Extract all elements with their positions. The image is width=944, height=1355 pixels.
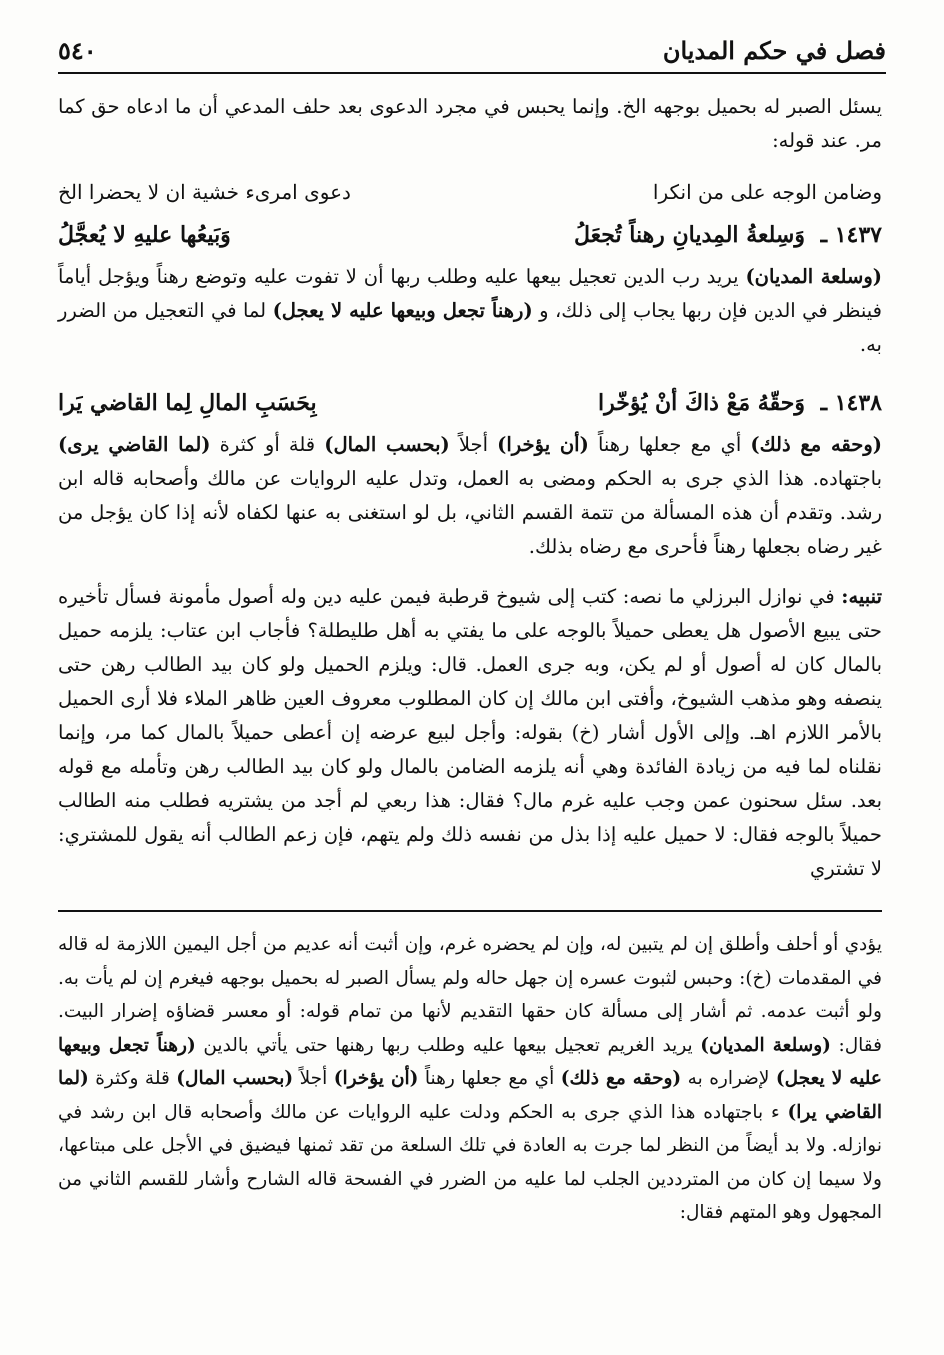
bold-term: (أن يؤخرا) bbox=[497, 433, 589, 456]
page-header bbox=[58, 28, 886, 74]
bold-term: (وسلعة المديان) bbox=[700, 1034, 831, 1056]
quoted-verse bbox=[58, 175, 882, 209]
footnote-divider bbox=[58, 910, 882, 912]
commentary-text: باجتهاده. هذا الذي جرى به الحكم ومضى به العمل، وتدل عليه الروايات عن مالك وأصحابه قاله ابن رشد. وتقدم أن هذه المسألة من تتمة القسم الثاني، بل لو استغنى به عنها لكفاه لأنه إذا كان يؤجل من غير رضاه بجعلها رهناً فأحرى مع رضاه بذلك. bbox=[58, 467, 882, 558]
hemistich-right: وَحقّهُ مَعْ ذاكَ أنْ يُؤخّرا bbox=[598, 390, 805, 416]
bold-term: (بحسب المال) bbox=[176, 1068, 294, 1089]
bold-term: (رهناً تجعل وبيعها عليه لا يعجل) bbox=[58, 1034, 882, 1089]
commentary-text: أي مع جعلها رهناً bbox=[588, 433, 751, 456]
bold-term: (رهناً تجعل وبيعها عليه لا يعجل) bbox=[272, 299, 533, 322]
footnote-text: أجلاً bbox=[293, 1068, 334, 1089]
bold-term: (لما القاضي يرا) bbox=[58, 1068, 882, 1123]
verse-1437-first-half bbox=[574, 222, 882, 248]
running-head: فصل في حكم المديان bbox=[662, 35, 886, 65]
paragraph-1: يسئل الصبر له بحميل بوجهه الخ. وإنما يحبس في مجرد الدعوى بعد حلف المدعي أن ما ادعاه حق كما مر. عند قوله: bbox=[58, 95, 882, 152]
verse-1437 bbox=[58, 214, 882, 256]
quoted-verse-left: دعوى امرىء خشية ان لا يحضرا الخ bbox=[58, 180, 351, 204]
bold-term: (بحسب المال) bbox=[324, 433, 450, 456]
bold-term: (أن يؤخرا) bbox=[333, 1068, 419, 1089]
commentary-text: أجلاً bbox=[449, 433, 498, 456]
bold-term: (وحقه مع ذلك) bbox=[560, 1068, 682, 1089]
verse-number: ١٤٣٧ ـ bbox=[820, 222, 882, 248]
verse-1438-first-half bbox=[598, 390, 882, 416]
page-number: ٥٤٠ bbox=[58, 35, 97, 65]
commentary-text: قلة أو كثرة bbox=[210, 433, 325, 456]
bold-term: (وسلعة المديان) bbox=[745, 265, 882, 288]
footnote-text: يؤدي أو أحلف وأطلق إن لم يتبين له، وإن لم يحضره غرم، وإن أثبت أنه عديم من أجل اليمين اللازمة له قاله في المقدمات (خ): وحبس لثبوت عسره إن جهل حاله ولم يسأل الصبر له بحميل بوجهه فيغرم إن لم يأت به. ولو أثبت عدمه. ثم أشار إلى مسألة كان حقها التقديم لأنها من تمام قوله: أو معسر قضاؤه إضرار البيت. فقال: bbox=[58, 934, 883, 1056]
footnote-text: يريد الغريم تعجيل بيعها عليه وطلب ربها رهنها حتى يأتي بالدين bbox=[195, 1034, 701, 1056]
hemistich-right: وَسِلعةُ المِديانِ رهناً تُجعَلُ bbox=[573, 222, 805, 248]
note-text: في نوازل البرزلي ما نصه: كتب إلى شيوخ قرطبة فيمن عليه دين وله أصول مأمونة فسأل تأخيره حتى يبيع الأصول هل يعطى حميلاً بالوجه على ما يفتي به أهل طليطلة؟ فأجاب ابن عتاب: يلزمه حميل بالمال كان له أصول أو لم يكن، وبه جرى العمل. قال: ويلزم الحميل ولو كان بيد الطالب رهن حتى ينصفه وهو مذهب الشيوخ، وأفتى ابن مالك إن كان المطلوب معروف العين ظاهر الملاء فلا أرى الحميل بالأمر اللازم اهـ. وإلى الأول أشار (خ) بقوله: وأجل لبيع عرضه إن أعطى حميلاً بالمال كما مر، وإنما نقلناه لما فيه من زيادة الفائدة وهي أنه يلزمه الضامن بالمال ولو كان بيد الطالب رهن وتأمله مع قوله بعد. سئل سحنون عمن وجب عليه غرم مال؟ فقال: هذا ربعي لم أجد من يشتريه فطلب منه الطالب حميلاً بالوجه فقال: لا حميل عليه إذا بذل من نفسه ذلك ولم يتهم، فإن زعم الطالب أنه يقول للمشتري: لا تشتري bbox=[58, 585, 882, 880]
hemistich-left: بِحَسَبِ المالِ لِما القاضي يَرا bbox=[58, 390, 317, 416]
footnote-text: أي مع جعلها رهناً bbox=[418, 1068, 561, 1089]
footnote-section bbox=[58, 928, 882, 1230]
paragraph-2 bbox=[58, 260, 882, 362]
footnote-text: قلة وكثرة bbox=[88, 1068, 177, 1089]
paragraph-note bbox=[58, 580, 882, 886]
commentary-text: لما في التعجيل من الضرر به. bbox=[58, 299, 882, 356]
note-label: تنبيه: bbox=[841, 585, 882, 608]
paragraph-3 bbox=[58, 428, 882, 564]
verse-1438 bbox=[58, 382, 882, 424]
hemistich-left: وَبَيعُها عليهِ لا يُعجَّلُ bbox=[58, 222, 231, 248]
footnote-text: ء باجتهاده هذا الذي جرى به الحكم ودلت عليه الروايات عن مالك وأصحابه قال ابن رشد في نوازله. ولا بد أيضاً من النظر لما جرت به العادة في تلك السلعة من تقد ثمنها فيضيق في الأجل على مبتاعها، ولا سيما إن كان من المترددين الجلب لما عليه من الضرر في الفسحة قاله الشارح وأشار للقسم الثاني من المجهول وهو المتهم فقال: bbox=[58, 1101, 882, 1223]
bold-term: (وحقه مع ذلك) bbox=[750, 433, 882, 456]
bold-term: (لما القاضي يرى) bbox=[58, 433, 211, 456]
commentary-text: يريد رب الدين تعجيل بيعها عليه وطلب ربها أن لا تفوت عليه وتوضع رهناً ويؤجل أياماً فينظر في الدين فإن ربها يجاب إلى ذلك، و bbox=[58, 265, 883, 322]
footnote-text: لإضراره به bbox=[681, 1068, 776, 1089]
verse-number: ١٤٣٨ ـ bbox=[820, 390, 882, 416]
quoted-verse-right: وضامن الوجه على من انكرا bbox=[652, 180, 882, 204]
